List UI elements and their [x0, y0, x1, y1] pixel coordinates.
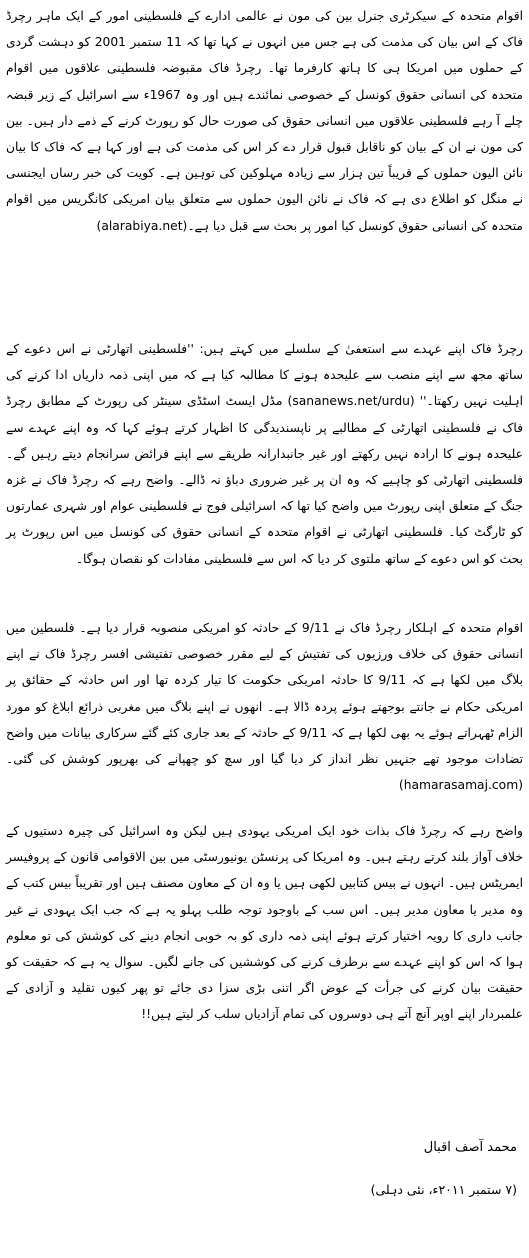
paragraph-1: اقوام متحدہ کے سیکرٹری جنرل بین کی مون نے عالمی ادارے کے فلسطینی امور کے ایک ماہر رچرڈ فاک کے اس بیان کی مذمت کی ہے جس میں انہوں نے کہا تھا کہ 11 ستمبر 2001 کو دہشت گردی کے حملوں میں امریکا ہی کا ہاتھ کارفرما تھا۔ رچرڈ فاک مقبوضہ فلسطینی علاقوں میں اقوام متحدہ کی انسانی حقوق کونسل کے خصوصی نمائندے ہیں اور وہ 1967ء سے اسرائیل کے زیر قبضہ چلے آ رہے فلسطینی علاقوں میں انسانی حقوق کی صورت حال کو رپورٹ کرنے کے ذمے دار ہیں۔ بین کی مون نے ان کے بیان کو ناقابل قبول قرار دے کر اس کی مذمت کی ہے اور کہا ہے کہ فاک کا بیان نائن الیون حملوں کے قریباً تین ہزار سے زیادہ مہلوکین کی توہین ہے۔ کویت کی خبر رساں ایجنسی نے منگل کو اطلاع دی ہے کہ فاک نے نائن الیون حملوں سے متعلق بیان امریکی کانگریس میں اقوام متحدہ کی انسانی حقوق کونسل کیا امور پر بحث سے قبل دیا ہے۔(alarabiya.net) [6, 9, 523, 233]
author-dateline: (۷ ستمبر ۲۰۱۱ء، نئی دہلی) [370, 1182, 517, 1197]
paragraph-3: اقوام متحدہ کے اہلکار رچرڈ فاک نے 9/11 کے حادثہ کو امریکی منصوبہ قرار دیا ہے۔ فلسطین میں انسانی حقوق کی خلاف ورزیوں کی تفتیش کے لیے مقرر خصوصی تفتیشی افسر رچرڈ فاک نے اپنے بلاگ میں لکھا ہے کہ 9/11 کا حادثہ امریکی حکومت کا تیار کردہ تھا اور اس حادثہ کے حقائق پر امریکی حکام نے جانتے بوجھتے ہوئے پردہ ڈالا ہے۔ انھوں نے اپنے بلاگ میں مغربی ذرائع ابلاغ کو مورد الزام ٹھہراتے ہوئے یہ بھی لکھا ہے کہ 9/11 کے حادثہ کے بعد جاری کئے گئے سرکاری بیانات میں واضح تضادات موجود تھے جنہیں نظر انداز کر دیا گیا اور سچ کو چھپانے کی بھرپور کوشش کی گئی۔ (hamarasamaj.com) [6, 621, 524, 793]
paragraph-4: واضح رہے کہ رچرڈ فاک بذات خود ایک امریکی یہودی ہیں لیکن وہ اسرائیل کی چیرہ دستیوں کے خلاف آواز بلند کرتے رہتے ہیں۔ وہ امریکا کی پرنسٹن یونیورسٹی میں بین الاقوامی قانون کے پروفیسر ایمریٹس ہیں۔ انہوں نے بیس کتابیں لکھی ہیں یا وہ ان کے معاون مصنف ہیں اور تقریباً بیس کتب کے وہ مدیر یا معاون مدیر ہیں۔ اس سب کے باوجود توجہ طلب پہلو یہ ہے کہ جب ایک یہودی نے غیر جانب داری کا رویہ اختیار کرتے ہوئے اپنی ذمہ داری کو بہ خوبی انجام دینے کی کوشش کی تو معلوم ہوا کہ اس کو اپنے عہدے سے برطرف کرنے کی کوششیں کی جانے لگیں۔ سوال یہ ہے کہ حقیقت کو حقیقت بیان کرنے کی جرأت کے عوض اگر اتنی بڑی سزا دی جائے تو پھر کیوں تقلید و آزادی کے علمبردار اپنے اوپر آنچ آتے ہی دوسروں کی تمام آزادیاں سلب کر لیتے ہیں!! [6, 824, 523, 1022]
author-name: محمد آصف اقبال [423, 1140, 517, 1155]
paragraph-2: رچرڈ فاک اپنے عہدے سے استعفیٰ کے سلسلے میں کہتے ہیں: ''فلسطینی اتھارٹی نے اس دعوے کے ساتھ مجھ سے اپنے منصب سے علیحدہ ہونے کا مطالبہ کیا ہے کہ میں اپنی ذمہ داریاں ادا کرنے کی اہلیت نہیں رکھتا۔'' (sananews.net/urdu) مڈل ایسٹ اسٹڈی سینٹر کی رپورٹ کے مطابق رچرڈ فاک نے فلسطینی اتھارٹی کے مطالبے پر ناپسندیدگی کا اظہار کرتے ہوئے کہا کہ وہ اپنے عہدے سے علیحدہ ہونے کا ارادہ نہیں رکھتے اور غیر جانبدارانہ طریقے سے اپنے فرائض سرانجام دیتے رہیں گے۔ فلسطینی اتھارٹی کو چاہیے کہ وہ ان پر غیر ضروری دباؤ نہ ڈالے۔ واضح رہے کہ رچرڈ فاک نے غزہ جنگ کے متعلق اپنی رپورٹ میں واضح کیا تھا کہ اسرائیلی فوج نے فلسطینی عوام اور شہری عمارتوں کو ٹارگٹ کیا۔ فلسطینی اتھارٹی نے اقوام متحدہ کے انسانی حقوق کی کونسل میں اس رپورٹ پر بحث کو اس دعوے کے ساتھ ملتوی کر دیا کہ اس سے فلسطینی مفادات کو نقصان ہوگا۔ [6, 342, 524, 566]
article [6, 0, 523, 1258]
